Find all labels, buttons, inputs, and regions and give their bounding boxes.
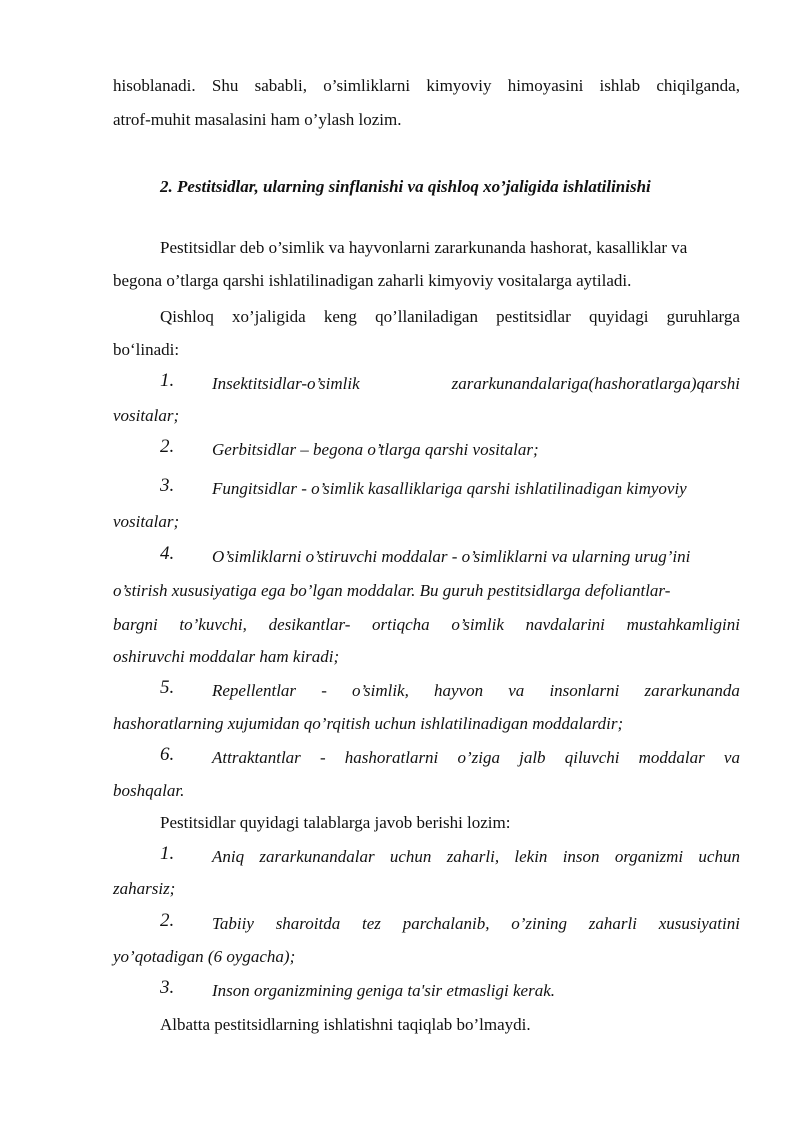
list-item-line: Inson organizmining geniga ta'sir etmasligi kerak.: [212, 981, 555, 1000]
list-item-line: oshiruvchi moddalar ham kiradi;: [113, 647, 340, 666]
list-item-line: Tabiiy sharoitda tez parchalanib, o’zining zaharli xususiyatini: [212, 914, 740, 933]
groups-intro-line-1: Qishloq xo’jaligida keng qo’llaniladigan pestitsidlar quyidagi guruhlarga: [160, 307, 740, 326]
section-heading: 2. Pestitsidlar, ularning sinflanishi va qishloq xo’jaligida ishlatilinishi: [160, 177, 651, 196]
list-item-line: bargni to’kuvchi, desikantlar- ortiqcha o’simlik navdalarini mustahkamligini: [113, 615, 740, 634]
list-number: 5.: [160, 677, 175, 698]
list-item-line: Insektitsidlar-o’simlik zararkunandalariga(hashoratlarga)qarshi: [212, 374, 740, 393]
list-number: 2.: [160, 910, 175, 931]
list-number: 6.: [160, 744, 175, 765]
list-item-line: vositalar;: [113, 406, 180, 425]
list-item-line: O’simliklarni o’stiruvchi moddalar - o’simliklarni va ularning urug’ini: [212, 547, 691, 566]
list-number: 2.: [160, 436, 175, 457]
list-item-line: Repellentlar - o’simlik, hayvon va insonlarni zararkunanda: [212, 681, 740, 700]
list-item-line: Gerbitsidlar – begona o’tlarga qarshi vositalar;: [212, 440, 539, 459]
list-number: 4.: [160, 543, 175, 564]
definition-line-1: Pestitsidlar deb o’simlik va hayvonlarni zararkunanda hashorat, kasalliklar va: [160, 238, 688, 257]
list-item-line: yo’qotadigan (6 oygacha);: [113, 947, 296, 966]
list-number: 3.: [160, 977, 175, 998]
list-number: 1.: [160, 370, 175, 391]
definition-line-2: begona o’tlarga qarshi ishlatilinadigan zaharli kimyoviy vositalarga aytiladi.: [113, 271, 632, 290]
list-item-line: zaharsiz;: [113, 879, 176, 898]
groups-intro-line-2: bo‘linadi:: [113, 340, 180, 359]
list-item-line: Fungitsidlar - o’simlik kasalliklariga qarshi ishlatilinadigan kimyoviy: [212, 479, 687, 498]
list-item-line: o’stirish xususiyatiga ega bo’lgan moddalar. Bu guruh pestitsidlarga defoliantlar-: [113, 581, 671, 600]
list-item-line: hashoratlarning xujumidan qo’rqitish uchun ishlatilinadigan moddalardir;: [113, 714, 624, 733]
closing-sentence: Albatta pestitsidlarning ishlatishni taqiqlab bo’lmaydi.: [160, 1015, 531, 1034]
list-item-line: Attraktantlar - hashoratlarni o’ziga jalb qiluvchi moddalar va: [212, 748, 740, 767]
list-item-line: vositalar;: [113, 512, 180, 531]
list-number: 3.: [160, 475, 175, 496]
list-number: 1.: [160, 843, 175, 864]
list-item-line: boshqalar.: [113, 781, 185, 800]
requirements-intro: Pestitsidlar quyidagi talablarga javob berishi lozim:: [160, 813, 511, 832]
intro-line-1: hisoblanadi. Shu sababli, o’simliklarni kimyoviy himoyasini ishlab chiqilganda,: [113, 76, 740, 95]
list-item-line: Aniq zararkunandalar uchun zaharli, lekin inson organizmi uchun: [212, 847, 740, 866]
intro-line-2: atrof-muhit masalasini ham o’ylash lozim.: [113, 110, 402, 129]
